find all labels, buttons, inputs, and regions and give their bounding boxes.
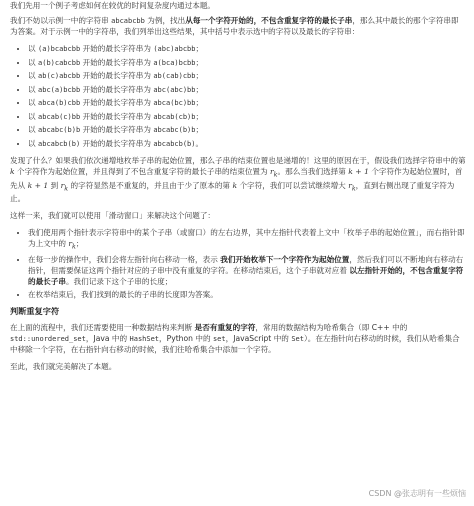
text: ； <box>195 84 204 94</box>
steps-list <box>10 227 466 300</box>
text: 开始的最长字符串为 <box>80 71 154 81</box>
text: 开始的最长字符串为 <box>80 84 154 94</box>
inline-code: std::unordered_set <box>10 334 86 343</box>
text: ，Java 中的 <box>85 333 130 343</box>
inline-code: a(bca)bcbb <box>153 58 196 67</box>
text: 个字符作为起始位置，并且得到了不包含重复字符的最长子串的结束位置为 <box>14 167 271 176</box>
math-r: r <box>60 180 65 190</box>
inline-code: ab(c)abcbb <box>38 72 81 81</box>
inline-code: abca(b)cbb <box>38 99 81 108</box>
conclusion-paragraph: 至此，我们就完美解决了本题。 <box>10 362 117 372</box>
observation-paragraph <box>10 155 466 204</box>
text: 以 <box>28 71 39 81</box>
math-k: k <box>10 167 15 176</box>
inline-code: set <box>212 334 226 343</box>
list-item <box>28 124 466 135</box>
text: 开始的最长字符串为 <box>80 125 154 135</box>
inline-code: abcabcb(b) <box>153 139 196 148</box>
text: ； <box>195 111 204 121</box>
text: 我们不妨以示例一中的字符串 <box>10 16 112 25</box>
list-item <box>28 289 466 300</box>
inline-code: abcabcb(b) <box>38 139 81 148</box>
text: ，JavaScript 中的 <box>225 333 292 343</box>
intro-paragraph: 我们先用一个例子考虑如何在较优的时间复杂度内通过本题。 <box>10 1 216 10</box>
list-item <box>28 227 466 252</box>
text: 。那么当我们选择第 <box>277 167 349 176</box>
list-item <box>28 70 466 81</box>
bold-text: 以左指针开始的，不包含重复字符的最长子串 <box>28 266 464 287</box>
inline-code: (a)bcabcbb <box>38 45 81 54</box>
text: 。我们记录下这个子串的长度； <box>65 277 173 287</box>
inline-code: ab(cab)cbb <box>153 72 196 81</box>
bold-text: 从每一个字符开始的，不包含重复字符的最长子串 <box>185 16 353 25</box>
list-item <box>28 57 466 68</box>
math-rk <box>348 180 356 193</box>
list-item <box>28 97 466 108</box>
math-r: r <box>68 239 73 249</box>
math-rk <box>68 239 76 251</box>
text: ； <box>195 57 204 67</box>
hashset-paragraph <box>10 322 466 355</box>
math-sub: k <box>273 171 278 179</box>
math-rk <box>270 167 278 179</box>
text: 以 <box>28 125 39 135</box>
list-item <box>28 138 466 149</box>
examples-list <box>10 43 466 149</box>
math-k-plus-1: k + 1 <box>348 167 369 176</box>
text: 以 <box>28 84 39 94</box>
inline-code: abcabc(b)b <box>38 126 81 135</box>
text: 为例，找出 <box>144 16 186 25</box>
bold-text: 我们开始枚举下一个字符作为起始位置 <box>220 255 350 265</box>
article-body <box>10 0 466 378</box>
math-sub: k <box>351 185 356 193</box>
list-item <box>28 84 466 95</box>
inline-code: Set <box>291 334 304 343</box>
text: 开始的最长字符串为 <box>80 98 154 108</box>
inline-code: a(b)cabcbb <box>38 58 81 67</box>
inline-code: abcab(cb)b <box>153 112 196 121</box>
text: 个字符作为起始位置时，首先从 <box>10 167 463 190</box>
list-item <box>28 43 466 54</box>
text: ，然后我们可以不断地向右移动右指针，但需要保证这两个指针对应的子串中没有重复的字符。在移动结束后，这个子串就对应着 <box>28 255 464 276</box>
text: 在每一步的操作中，我们会将左指针向右移动一格，表示 <box>28 255 221 265</box>
text: 开始的最长字符串为 <box>80 111 154 121</box>
text: 发现了什么？如果我们依次递增地枚举子串的起始位置，那么子串的结束位置也是递增的！这里的原因在于，假设我们选择字符串中的第 <box>10 156 466 165</box>
math-k-plus-1: k + 1 <box>27 180 49 190</box>
text: ； <box>195 71 204 81</box>
text: ，常用的数据结构为哈希集合（即 C++ 中的 <box>255 322 408 332</box>
sliding-window-intro: 这样一来，我们就可以使用「滑动窗口」来解决这个问题了： <box>10 211 216 221</box>
text: 开始的最长字符串为 <box>80 44 154 54</box>
csdn-watermark: CSDN @张志明有一些烦恼 <box>368 489 466 499</box>
text: ，Python 中的 <box>159 333 213 343</box>
text: ，直到右侧出现了重复字符为止。 <box>10 180 455 204</box>
inline-code: abcabcbb <box>111 17 145 25</box>
text: ； <box>195 44 204 54</box>
text: ； <box>195 125 204 135</box>
text: 在枚举结束后，我们找到的最长的子串的长度即为答案。 <box>28 290 218 300</box>
bold-text: 是否有重复的字符 <box>194 322 256 332</box>
math-sub: k <box>64 185 69 193</box>
section-heading: 判断重复字符 <box>10 306 60 317</box>
text: 以 <box>28 44 39 54</box>
text: 开始的最长字符串为 <box>80 138 154 148</box>
inline-code: (abc)abcbb <box>153 45 196 54</box>
text: 以 <box>28 138 39 148</box>
inline-code: HashSet <box>129 334 160 343</box>
math-k: k <box>232 180 238 190</box>
math-r: r <box>348 180 352 190</box>
inline-code: abc(abc)bb <box>153 85 196 94</box>
text: 以 <box>28 57 39 67</box>
text: 以 <box>28 111 39 121</box>
inline-code: abc(a)bcbb <box>38 85 81 94</box>
inline-code: abcab(c)bb <box>38 112 81 121</box>
text: 。 <box>195 138 204 148</box>
text: ）。在左指针向右移动的时候，我们从哈希集合中移除一个字符，在右指针向右移动的时候，我们往哈希集合中添加一个字符。 <box>10 333 460 355</box>
text: 的字符显然是不重复的，并且由于少了原本的第 <box>68 180 233 190</box>
text: ； <box>195 98 204 108</box>
list-item <box>28 111 466 122</box>
inline-code: abca(bc)bb <box>153 99 196 108</box>
example-intro-paragraph <box>10 15 466 37</box>
text: 个字符，我们可以尝试继续增大 <box>237 180 349 190</box>
list-item <box>28 254 466 287</box>
inline-code: abcabc(b)b <box>153 126 196 135</box>
text: 到 <box>48 180 61 190</box>
text: 以 <box>28 98 39 108</box>
math-sub: k <box>72 243 76 251</box>
text: 在上面的流程中，我们还需要使用一种数据结构来判断 <box>10 322 195 332</box>
math-r: r <box>270 167 274 176</box>
text: ，那么其中最长的那个字符串即为答案。对于示例一中的字符串，我们列举出这些结果，其中括号中表示选中的字符以及最长的字符串： <box>10 16 459 37</box>
text: ； <box>75 239 84 249</box>
text: 开始的最长字符串为 <box>80 57 154 67</box>
text: 我们使用两个指针表示字符串中的某个子串（或窗口）的左右边界，其中左指针代表着上文中「枚举子串的起始位置」，而右指针即为上文中的 <box>28 228 465 249</box>
